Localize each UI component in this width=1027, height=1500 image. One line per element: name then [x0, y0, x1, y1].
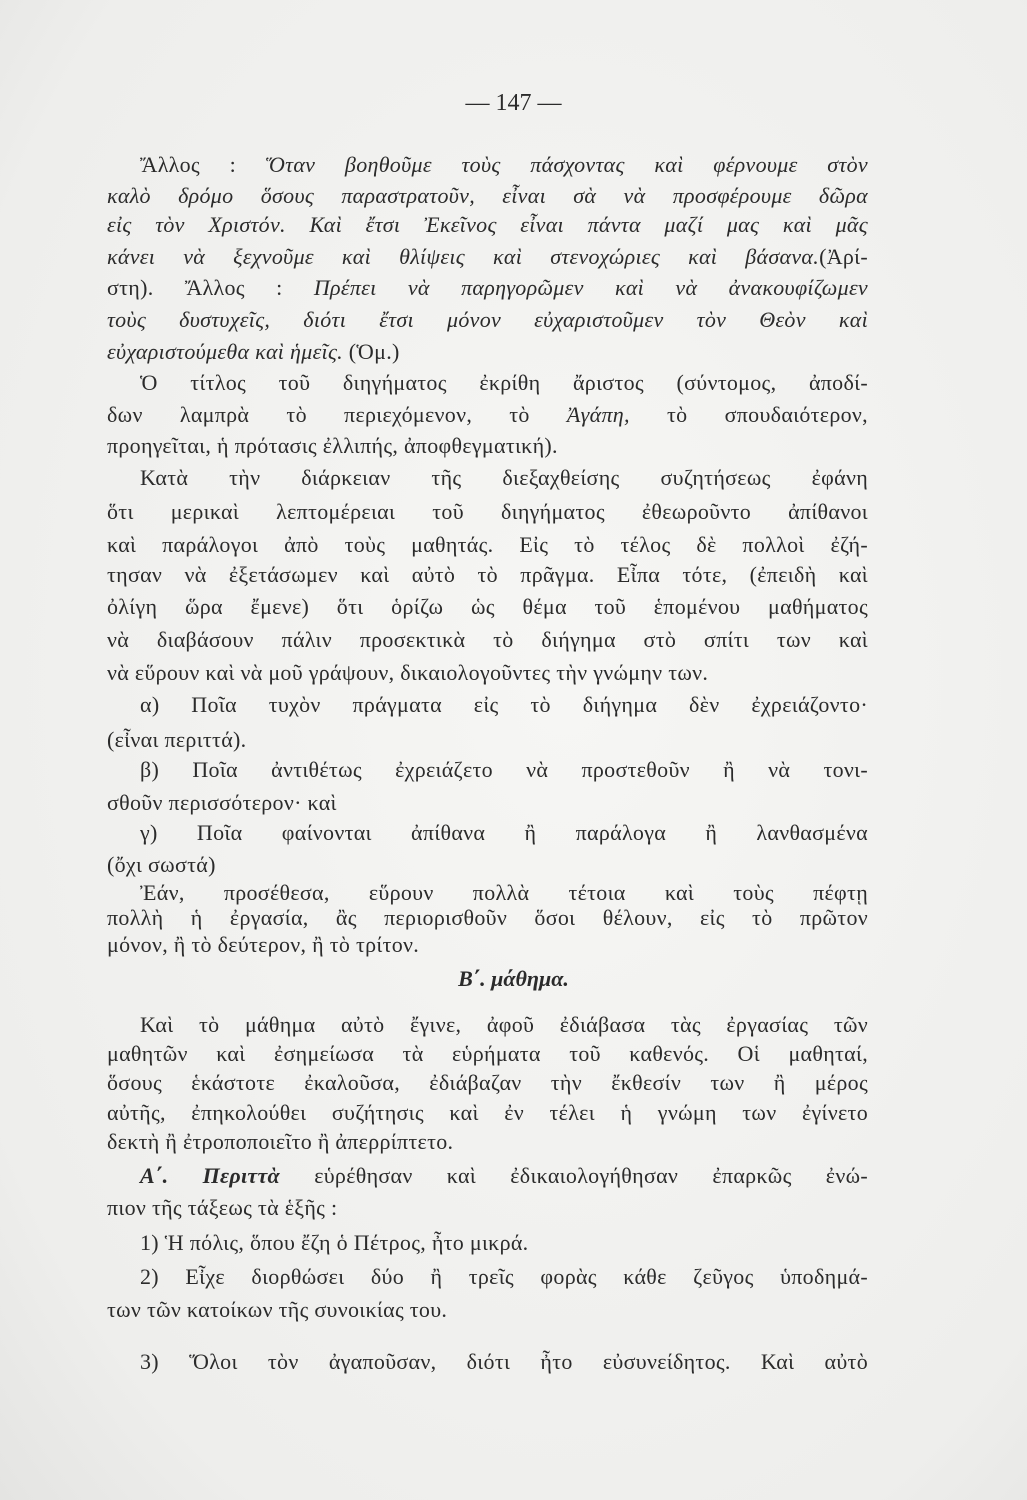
quote-text: κάνει νὰ ξεχνοῦμε καὶ θλίψεις καὶ στενοχώριες καὶ βάσανα. — [107, 244, 820, 269]
text-line: Ὁ τίτλος τοῦ διηγήματος ἐκρίθη ἄριστος (σύντομος, ἀποδί- — [140, 370, 868, 395]
text-line: εἰς τὸν Χριστόν. Καὶ ἔτσι Ἐκεῖνος εἶναι πάντα μαζί μας καὶ μᾶς — [107, 212, 868, 237]
bold-label: Α΄. Περιττὰ — [140, 1163, 280, 1188]
list-item: α) Ποῖα τυχὸν πράγματα εἰς τὸ διήγημα δὲν ἐχρειάζοντο· — [140, 692, 868, 717]
text-line — [107, 274, 868, 302]
text-line: αὐτῆς, ἐπηκολούθει συζήτησις καὶ ἐν τέλει ἡ γνώμη των ἐγίνετο — [107, 1100, 868, 1125]
section-heading: Β΄. μάθημα. — [458, 966, 569, 991]
text-line: Ἐάν, προσέθεσα, εὕρουν πολλὰ τέτοια καὶ τοὺς πέφτῃ — [140, 880, 868, 905]
text-span: τὸ σπουδαιότερον, — [666, 402, 868, 427]
text-line — [140, 1162, 868, 1190]
attribution: (Ὁμ.) — [342, 339, 400, 364]
list-item: 2) Εἶχε διορθώσει δύο ἢ τρεῖς φορὰς κάθε ζεῦγος ὑποδημά- — [140, 1264, 868, 1289]
list-item: γ) Ποῖα φαίνονται ἀπίθανα ἢ παράλογα ἢ λανθασμένα — [140, 820, 868, 845]
text-line: μόνον, ἢ τὸ δεύτερον, ἢ τὸ τρίτον. — [107, 932, 420, 957]
text-line: Καὶ τὸ μάθημα αὐτὸ ἔγινε, ἀφοῦ ἐδιάβασα τὰς ἐργασίας τῶν — [140, 1012, 868, 1037]
text-line: ὅτι μερικαὶ λεπτομέρειαι τοῦ διηγήματος ἐθεωροῦντο ἀπίθανοι — [107, 499, 868, 524]
text-line — [107, 338, 868, 366]
text-line: πολλὴ ἡ ἐργασία, ἂς περιορισθοῦν ὅσοι θέλουν, εἰς τὸ πρῶτον — [107, 905, 868, 930]
attribution: (Ἀρί- — [819, 244, 868, 269]
text-line: νὰ εὕρουν καὶ νὰ μοῦ γράψουν, δικαιολογοῦντες τὴν γνώμην των. — [107, 660, 709, 685]
text-line: τοὺς δυστυχεῖς, διότι ἔτσι μόνον εὐχαριστοῦμεν τὸν Θεὸν καὶ — [107, 307, 868, 332]
list-item-cont: σθοῦν περισσότερον· καὶ — [107, 790, 337, 815]
list-item: 1) Ἡ πόλις, ὅπου ἔζη ὁ Πέτρος, ἦτο μικρά. — [140, 1230, 529, 1255]
text-line: νὰ διαβάσουν πάλιν προσεκτικὰ τὸ διήγημα στὸ σπίτι των καὶ — [107, 627, 868, 652]
quote-text: Πρέπει νὰ παρηγορῶμεν καὶ νὰ ἀνακουφίζωμεν — [313, 275, 868, 300]
text-line: τησαν νὰ ἐξετάσωμεν καὶ αὐτὸ τὸ πρᾶγμα. Εἶπα τότε, (ἐπειδὴ καὶ — [107, 562, 868, 587]
list-item: β) Ποῖα ἀντιθέτως ἐχρειάζετο νὰ προστεθοῦν ἢ νὰ τονι- — [140, 757, 868, 782]
page-number: — 147 — — [465, 90, 562, 116]
speaker-label: στη). Ἄλλος : — [107, 275, 283, 300]
text-line — [107, 401, 868, 429]
text-line: καλὸ δρόμο ὅσους παραστρατοῦν, εἶναι σὰ νὰ προσφέρουμε δῶρα — [107, 183, 868, 208]
text-line: ὅσους ἑκάστοτε ἐκαλοῦσα, ἐδιάβαζαν τὴν ἔκθεσίν των ἢ μέρος — [107, 1070, 868, 1095]
quote-text: εὐχαριστούμεθα καὶ ἡμεῖς. — [107, 339, 343, 364]
text-line: καὶ παράλογοι ἀπὸ τοὺς μαθητάς. Εἰς τὸ τέλος δὲ πολλοὶ ἐζή- — [107, 532, 868, 557]
text-line — [140, 151, 868, 179]
text-line: πιον τῆς τάξεως τὰ ἑξῆς : — [107, 1195, 338, 1220]
quote-text: Ὅταν βοηθοῦμε τοὺς πάσχοντας καὶ φέρνουμε στὸν — [265, 152, 868, 177]
list-item-cont: (εἶναι περιττά). — [107, 727, 247, 752]
list-item: 3) Ὅλοι τὸν ἀγαποῦσαν, διότι ἦτο εὐσυνείδητος. Καὶ αὐτὸ — [140, 1349, 868, 1374]
text-span: εὑρέθησαν καὶ ἐδικαιολογήθησαν ἐπαρκῶς ἐνώ- — [314, 1163, 868, 1188]
text-line: προηγεῖται, ἡ πρότασις ἐλλιπής, ἀποφθεγματική). — [107, 433, 558, 458]
text-line: Κατὰ τὴν διάρκειαν τῆς διεξαχθείσης συζητήσεως ἐφάνη — [140, 465, 868, 490]
title-italic: Ἀγάπη, — [566, 402, 630, 427]
text-line: ὀλίγη ὥρα ἔμενε) ὅτι ὁρίζω ὡς θέμα τοῦ ἑπομένου μαθήματος — [107, 594, 868, 619]
text-span: δων λαμπρὰ τὸ περιεχόμενον, τὸ — [107, 402, 530, 427]
text-line: μαθητῶν καὶ ἐσημείωσα τὰ εὑρήματα τοῦ καθενός. Οἱ μαθηταί, — [107, 1041, 868, 1066]
list-item-cont: (ὄχι σωστά) — [107, 852, 216, 877]
text-line — [107, 243, 868, 271]
text-line: δεκτὴ ἢ ἐτροποποιεῖτο ἢ ἀπερρίπτετο. — [107, 1129, 454, 1154]
speaker-label: Ἄλλος : — [140, 152, 237, 177]
list-item-cont: των τῶν κατοίκων τῆς συνοικίας του. — [107, 1297, 448, 1322]
